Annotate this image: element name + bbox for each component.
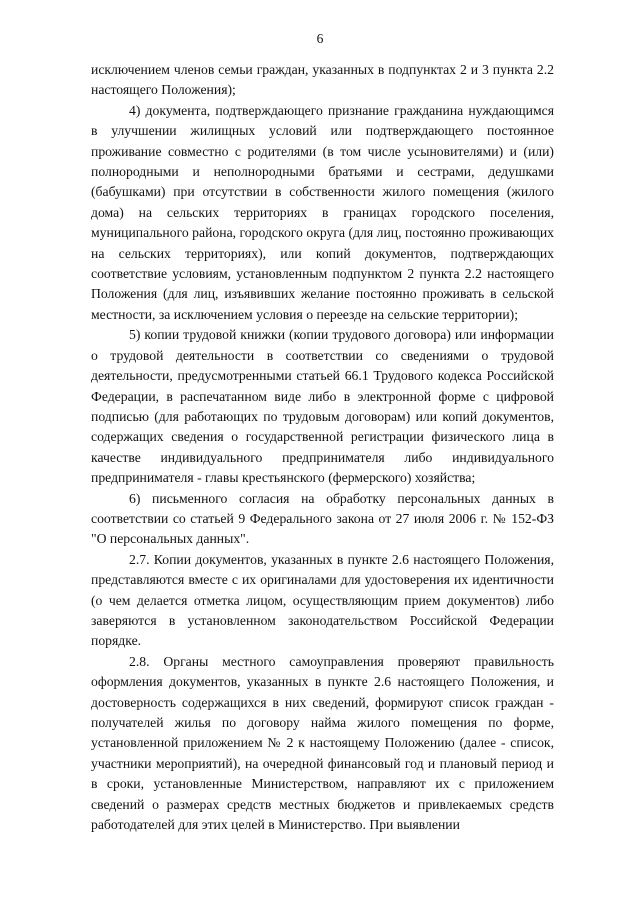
paragraph-2-7: 2.7. Копии документов, указанных в пункте 2.6 настоящего Положения, представляются вместе с их оригиналами для удостоверения их идентичности (о чем делается отметка лицом, осуществляющим прием документов) либо заверяются в установленном законодательством Российской Федерации порядке. (91, 551, 554, 649)
paragraph-2-8: 2.8. Органы местного самоуправления проверяют правильность оформления документов, указанных в пункте 2.6 настоящего Положения, и достоверность содержащихся в них сведений, формируют список граждан - получателей жилья по договору найма жилого помещения по форме, установленной приложением № 2 к настоящему Положению (далее - список, участники мероприятий), на очередной финансовый год и плановый период и в сроки, установленные Министерством, направляют их с приложением сведений о размерах средств местных бюджетов и привлекаемых средств работодателей для этих целей в Министерство. При выявлении (91, 653, 554, 833)
paragraph-item-5: 5) копии трудовой книжки (копии трудового договора) или информации о трудовой деятельности в соответствии со сведениями о трудовой деятельности, предусмотренными статьей 66.1 Трудового кодекса Российской Федерации, в распечатанном виде либо в электронной форме с цифровой подписью (для работающих по трудовым договорам) или копий документов, содержащих сведения о государственной регистрации физического лица в качестве индивидуального предпринимателя либо индивидуального предпринимателя - главы крестьянского (фермерского) хозяйства; (91, 327, 554, 486)
paragraph-item-6: 6) письменного согласия на обработку персональных данных в соответствии со статьей 9 Федерального закона от 27 июля 2006 г. № 152-ФЗ "О персональных данных". (91, 490, 554, 547)
paragraph-continuation: исключением членов семьи граждан, указанных в подпунктах 2 и 3 пункта 2.2 настоящего Положения); (91, 62, 554, 98)
document-body (91, 60, 554, 835)
paragraph-item-4: 4) документа, подтверждающего признание гражданина нуждающимся в улучшении жилищных условий или подтверждающего постоянное проживание совместно с родителями (в том числе усыновителями) и (или) полнородными и неполнородными братьями и сестрами, дедушками (бабушками) при отсутствии в собственности жилого помещения (жилого дома) на сельских территориях в границах городского поселения, муниципального района, городского округа (для лиц, постоянно проживающих на сельских территориях), или копий документов, подтверждающих соответствие условиям, установленным подпунктом 2 пункта 2.2 настоящего Положения (для лиц, изъявивших желание постоянно проживать в сельской местности, за исключением условия о переезде на сельские территории); (91, 102, 554, 322)
page-number: 6 (316, 31, 324, 46)
